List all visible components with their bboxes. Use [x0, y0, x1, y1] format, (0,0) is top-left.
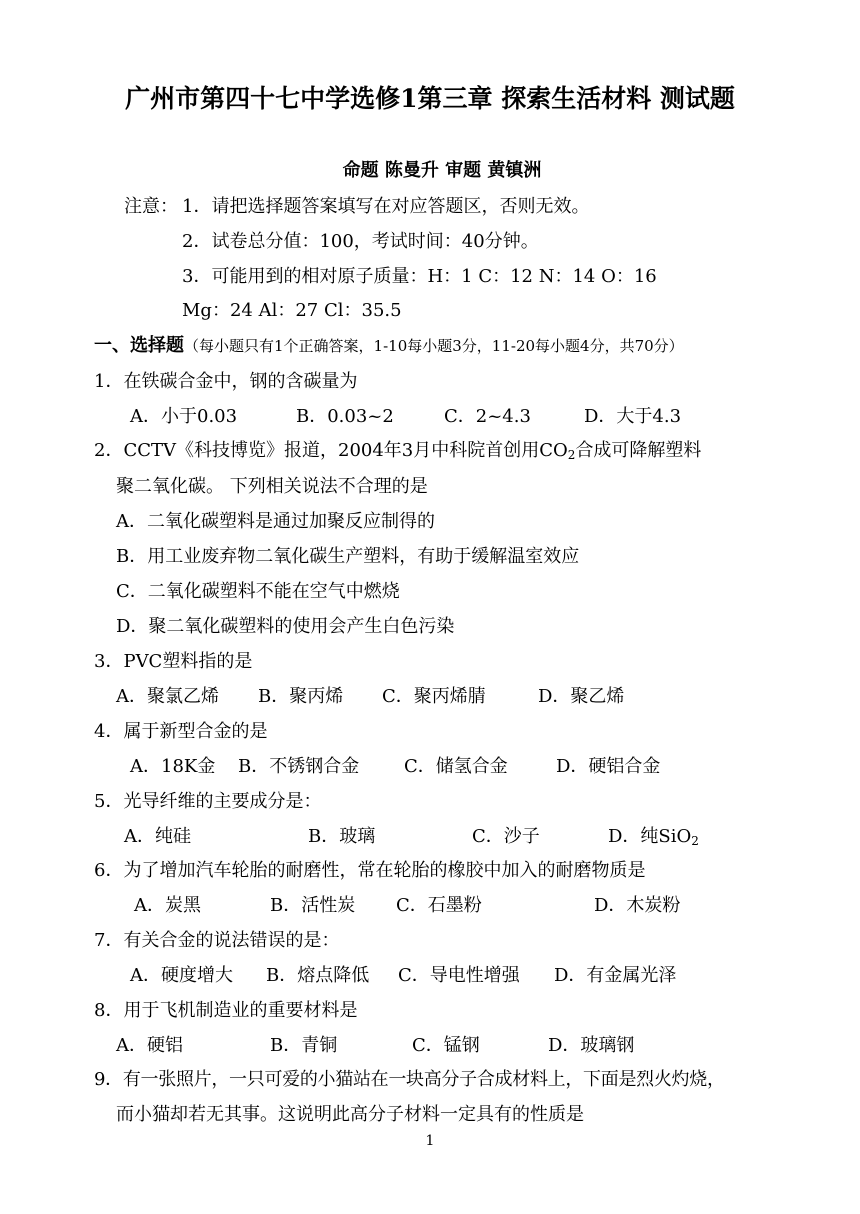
notice-label: 注意：: [124, 196, 178, 217]
question-2-stem-text-end: 合成可降解塑料: [575, 440, 702, 461]
question-3-option-c: C．聚丙烯腈: [382, 686, 486, 707]
notice-item-3-cont: Mg：24 Al：27 Cl：35.5: [182, 300, 402, 321]
question-5-sio2-subscript: 2: [691, 834, 699, 848]
question-2-co2-subscript: 2: [567, 448, 576, 462]
question-5-option-c: C．沙子: [472, 826, 540, 847]
question-3-stem: 3．PVC塑料指的是: [94, 651, 253, 672]
question-3-option-a: A．聚氯乙烯: [116, 686, 219, 707]
page-number: 1: [425, 1133, 435, 1149]
question-7-option-c: C．导电性增强: [398, 965, 520, 986]
section-heading-line: [94, 337, 684, 355]
notice-item-3: 3．可能用到的相对原子质量：H：1 C：12 N：14 O：16: [182, 266, 657, 287]
question-6-stem: 6．为了增加汽车轮胎的耐磨性，常在轮胎的橡胶中加入的耐磨物质是: [94, 860, 646, 881]
question-5-option-d: [608, 828, 699, 846]
question-1-option-b: B．0.03~2: [296, 406, 394, 427]
question-5-option-a: A．纯硅: [124, 826, 191, 847]
question-6-option-d: D．木炭粉: [594, 895, 681, 916]
question-3-option-b: B．聚丙烯: [258, 686, 344, 707]
question-4-option-c: C．储氢合金: [404, 756, 508, 777]
question-2-stem-line-2: 聚二氧化碳。 下列相关说法不合理的是: [116, 476, 428, 497]
question-1-option-d: D．大于4.3: [584, 406, 682, 427]
question-3-option-d: D．聚乙烯: [538, 686, 625, 707]
question-4-option-b: B．不锈钢合金: [238, 756, 360, 777]
question-1-option-a: A．小于0.03: [130, 406, 238, 427]
question-2-option-b: B．用工业废弃物二氧化碳生产塑料，有助于缓解温室效应: [116, 546, 580, 567]
question-4-option-a: A．18K金: [130, 756, 216, 777]
section-note: （每小题只有1个正确答案，1-10每小题3分，11-20每小题4分，共70分）: [184, 337, 684, 355]
question-4-stem: 4．属于新型合金的是: [94, 721, 268, 742]
page-title: 广州市第四十七中学选修1第三章 探索生活材料 测试题: [125, 84, 735, 113]
question-8-option-c: C．锰钢: [412, 1035, 480, 1056]
question-8-option-b: B．青铜: [270, 1035, 338, 1056]
section-heading: 一、选择题: [94, 335, 184, 356]
question-8-option-d: D．玻璃钢: [548, 1035, 635, 1056]
author-byline: 命题 陈曼升 审题 黄镇洲: [342, 160, 542, 181]
question-5-stem: 5．光导纤维的主要成分是：: [94, 791, 322, 812]
notice-item-1: 1．请把选择题答案填写在对应答题区，否则无效。: [182, 196, 590, 217]
question-8-option-a: A．硬铝: [116, 1035, 183, 1056]
question-5-option-b: B．玻璃: [308, 826, 376, 847]
question-8-stem: 8．用于飞机制造业的重要材料是: [94, 1000, 358, 1021]
question-6-option-a: A．炭黑: [134, 895, 201, 916]
question-2-option-d: D．聚二氧化碳塑料的使用会产生白色污染: [116, 616, 455, 637]
question-9-stem-line-1: 9．有一张照片，一只可爱的小猫站在一块高分子合成材料上，下面是烈火灼烧，: [94, 1069, 725, 1090]
question-7-option-d: D．有金属光泽: [554, 965, 677, 986]
question-1-option-c: C．2~4.3: [444, 406, 531, 427]
question-2-stem-text: 2．CCTV《科技博览》报道，2004年3月中科院首创用CO: [94, 440, 568, 461]
question-2-stem-line-1: [94, 442, 701, 460]
question-6-option-b: B．活性炭: [270, 895, 356, 916]
notice-item-2: 2．试卷总分值：100，考试时间：40分钟。: [182, 231, 539, 252]
question-7-option-b: B．熔点降低: [266, 965, 370, 986]
question-1-stem: 1．在铁碳合金中，钢的含碳量为: [94, 371, 358, 392]
question-6-option-c: C．石墨粉: [396, 895, 482, 916]
question-5-option-d-text: D．纯SiO: [608, 826, 692, 847]
question-2-option-c: C．二氧化碳塑料不能在空气中燃烧: [116, 581, 400, 602]
question-9-stem-line-2: 而小猫却若无其事。这说明此高分子材料一定具有的性质是: [116, 1104, 584, 1125]
question-7-stem: 7．有关合金的说法错误的是：: [94, 930, 340, 951]
question-2-option-a: A．二氧化碳塑料是通过加聚反应制得的: [116, 511, 435, 532]
question-4-option-d: D．硬铝合金: [556, 756, 661, 777]
question-7-option-a: A．硬度增大: [130, 965, 233, 986]
